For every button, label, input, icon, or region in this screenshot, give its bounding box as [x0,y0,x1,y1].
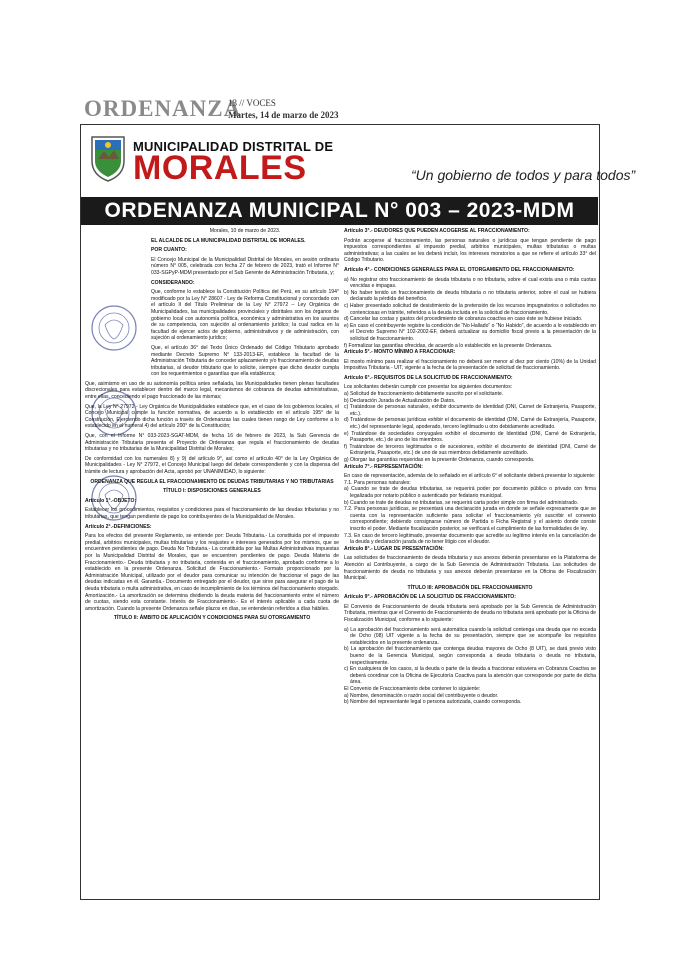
paragraph: El Convenio de Fraccionamiento de deuda tributaria será aprobado por la Sub Gerencia de Administración Tributaria, mientras que el Convenio de Fraccionamiento de deuda no tributaria será aprobado por la Oficina de Fiscalización Municipal, conforme a lo siguiente: [344,603,596,624]
paragraph: Artículo 3°.- DEUDORES QUE PUEDEN ACOGERSE AL FRACCIONAMIENTO: [344,228,530,234]
paragraph: a) Nombre, denominación o razón social del contribuyente o deudor. [344,692,499,699]
slogan: “Un gobierno de todos y para todos” [411,167,636,183]
paragraph: De conformidad con los numerales 8) y 9) del artículo 9°, así como el artículo 40° de la Ley Orgánica de Municipalidades - Ley N° 27972, el Concejo Municipal luego del debate correspondiente y con la dispensa del trámite de lectura y aprobación del Acta, aprobó por UNANIMIDAD, lo siguiente: [85,455,339,475]
paragraph: Las solicitudes de fraccionamiento de deuda tributaria y sus anexos deberán presentarse en la Plataforma de Atención al Contribuyente, a cargo de la Sub Gerencia de Administración Tributaria. Las solicitudes de fraccionamiento de deuda no tributaria y sus anexos deberán presentarse en la Oficina de Fiscalización Municipal. [344,555,596,582]
paragraph: POR CUANTO: [151,247,187,254]
paragraph: Morales, 10 de marzo de 2023. [209,228,281,234]
paragraph: b) Declaración Jurada de Actualización de Datos. [344,397,456,404]
ordinance-frame [80,124,636,900]
paragraph: a) No registrar otro fraccionamiento de deuda tributaria o no tributaria, sobre el cual exista una o más cuotas vencidas e impagas. [344,276,596,290]
municipality-name-large: MORALES [133,149,307,187]
paragraph: c) En cualquiera de los casos, si la deuda o parte de la deuda a fraccionar estuviera en Cobranza Coactiva se deberá coordinar con la Oficina de Ejecutoría Coactiva para la atención que corresponde por parte de dicha área. [344,666,596,686]
paragraph: g) Otorgar las garantías requeridas en la presente Ordenanza, cuando corresponda. [344,457,535,463]
paragraph: a) Solicitud de fraccionamiento debidamente suscrito por el solicitante. [344,391,504,398]
paragraph: e) En caso el contribuyente registre la condición de “No Hallado” o “No Habido”, de acuerdo a lo establecido en el Decreto Supremo N° 102-2002-EF, deberá actualizar su domicilio fiscal previo a la presentación de la solicitud de fraccionamiento. [344,322,596,342]
paragraph: a) Cuando se trate de deudas tributarias, se requerirá poder por documento público o privado con firma legalizada por notario público o autenticado por fedatario municipal. [344,486,596,499]
paragraph: Que, conforme lo establece la Constitución Política del Perú, en su artículo 194° modificado por la Ley N° 28607 - Ley de Reforma Constitucional y concordado con el artículo II del Título Preliminar de la Ley N° 27972 – Ley Orgánica de Municipalidades, las municipalidades provinciales y distritales son los órganos de gobierno local con autonomía política, económica y administrativa en los asuntos de su competencia, con sujeción al ordenamiento jurídico; la cual radica en la facultad de ejercer actos de gobierno, administrativos y de administración, con sujeción al ordenamiento jurídico; [151,289,339,342]
paragraph: Artículo 5°.- MONTO MÍNIMO A FRACCIONAR: [344,349,456,356]
paragraph: Podrán acogerse al fraccionamiento, las personas naturales o jurídicas que tengan pendiente de pago impuestos correspondientes al impuesto predial, arbitrios municipales, multas tributarias o multas administrativas; a las cuales se les deberá incluir, los intereses moratorios a que se refiere el artículo 33° del Código Tributario. [344,237,596,264]
municipality-name-small: MUNICIPALIDAD DISTRITAL DE [133,139,334,154]
paragraph: El Convenio de Fraccionamiento debe contener lo siguiente: [344,686,481,692]
municipality-banner [81,125,636,195]
section-title: ORDENANZA [84,96,242,121]
paragraph: Artículo 4°.- CONDICIONES GENERALES PARA EL OTORGAMIENTO DEL FRACCIONAMIENTO: [344,266,575,273]
paragraph: Que, asimismo en uso de su autonomía política antes señalada, las Municipalidades tienen plenas facultades discrecionales para establecer dentro del marco legal, mecanismos de cobranza de deudas administrativas, entre ellas, concediendo el pago fraccionado de las mismas; [85,380,339,401]
paragraph: c) Tratándose de personas naturales, exhibir documento de identidad (DNI, Carnet de Extranjería, Pasaporte, etc.). [344,404,596,417]
paragraph: Artículo 2°.-DEFINICIONES: [85,523,152,530]
paragraph: ORDENANZA QUE REGULA EL FRACCIONAMIENTO DE DEUDAS TRIBUTARIAS Y NO TRIBUTARIAS [90,478,334,485]
paragraph: 7.2. Para personas jurídicas, se presentará una declaración jurada en donde se señale expresamente que se cuenta con la representación suficiente para solicitar el fraccionamiento y/o suscribir el convenio correspondiente; debiendo consignarse número de Partida o Ficha Registral y el asiento donde conste inscrito el poder. Mediante fiscalización posterior, se verificará el cumplimiento de las formalidades de ley. [344,506,596,532]
paragraph: Artículo 8°.- LUGAR DE PRESENTACIÓN: [344,545,444,552]
left-column [85,228,339,625]
paragraph: TÍTULO III: APROBACIÓN DEL FRACCIONAMIENTO [407,584,533,591]
paragraph: d) Cancelar las costas y gastos del procedimiento de cobranza coactiva en caso éste se hubiese iniciado. [344,316,583,323]
paragraph: c) Haber presentado solicitud de desistimiento de la pretensión de los recursos impugnatorios o solicitudes no contenciosas en trámite, referidos a la deuda incluida en la solicitud de fraccionamiento. [344,302,596,316]
paragraph: 7.1. Para personas naturales: [344,479,411,486]
paragraph: El monto mínimo para realizar el fraccionamiento no deberá ser menor al diez por ciento (10%) de la Unidad Impositiva Tributaria - UIT, vigente a la fecha de la presentación de solicitud de fraccionamiento. [344,358,596,372]
paragraph: Artículo 7°.- REPRESENTACIÓN: [344,463,423,470]
paragraph: a) La aprobación del fraccionamiento será automática cuando la solicitud contenga una deuda que no exceda de Ocho (08) UIT vigente a la fecha de su presentación, siempre que se acompañe los requisitos establecidos en la presente ordenanza. [344,626,596,646]
paragraph: d) Tratándose de personas jurídicas exhibir el documento de identidad (DNI, Carné de Extranjería, Pasaporte, etc.) del representante legal, apoderado, tercero legitimado u otro debidamente acreditado. [344,417,596,431]
ordinance-title: ORDENANZA MUNICIPAL N° 003 – 2023-MDM [81,197,598,225]
paragraph: El Concejo Municipal de la Municipalidad Distrital de Morales, en sesión ordinaria número N° 005, celebrada con fecha 27 de febrero de 2023, trató el Informe N° 033-SGPyP-MDM presentado por el Sub Gerente de Administración Tributaria, y; [151,256,339,276]
paragraph: b) La aprobación del fraccionamiento que contenga deudas mayores de Ocho (8 UIT), se dará previo visto bueno de la Gerencia Municipal, según corresponda a deuda tributaria o deuda no tributaria, respectivamente. [344,646,596,666]
paragraph: f) Formalizar las garantías ofrecidas, de acuerdo a lo establecido en la presente Ordenanza. [344,342,553,349]
paragraph: En caso de representación, además de lo señalado en el artículo 6° el solicitante deberá presentar lo siguiente: [344,473,596,480]
right-column [344,228,596,706]
paragraph: Establecer los procedimientos, requisitos y condiciones para el fraccionamiento de las deudas tributarias y no tributarias, que tengan pendiente de pago los contribuyentes de la Municipalidad de Morales. [85,507,339,520]
paragraph: Que, la Ley N° 27972 - Ley Orgánica de Municipalidades establece que, en el caso de los gobiernos locales, el Concejo Municipal cumple la función normativa, de acuerdo a lo establecido en el artículo 195° de la Constitución, Ejerciendo dicha función a través de Ordenanzas las cuales tienen rango de Ley conforme a lo establecido en el numeral 4) del artículo 200° de la Constitución; [85,403,339,430]
municipal-shield-icon [89,133,127,183]
paragraph: TÍTULO II: ÁMBITO DE APLICACIÓN Y CONDICIONES PARA SU OTORGAMIENTO [113,615,311,622]
paragraph: Artículo 1°.-OBJETO: [85,497,137,504]
paragraph: Artículo 6°.- REQUISITOS DE LA SOLICITUD DE FRACCIONAMIENTO: [344,374,513,381]
paragraph: 7.3. En caso de tercero legitimado, presentar documento que acredite su legítimo interés en la cancelación de la deuda y declaración jurada de no tener litigio con el deudor. [344,532,596,546]
paragraph: EL ALCALDE DE LA MUNICIPALIDAD DISTRITAL DE MORALES. [151,237,306,244]
paragraph: Que, el artículo 36° del Texto Único Ordenado del Código Tributario aprobado mediante Decreto Supremo N° 133-2013-EF, establece la facultad de la Administración Tributaria de conceder aplazamiento y/o fraccionamiento de deudas tributarias, al deudor tributario que lo solicite, siempre que dicho deudor cumpla con los requerimientos o garantías que ella establezca; [151,344,340,378]
paragraph: CONSIDERANDO: [151,279,195,286]
paragraph: b) Nombre del representante legal o persona autorizada, cuando corresponda. [344,699,522,706]
paragraph: Para los efectos del presente Reglamento, se entiende por: Deuda Tributaria.- La constituida por el impuesto predial, arbitrios municipales, multas tributarias y los reajustes e intereses generados por los mismos, que se encuentren pendientes de pago. Deuda No Tributaria.- La constituida por las Multas Administrativas impuestas por la Municipalidad Distrital de Morales, que se encuentren pendientes de pago. Deuda Materia de Fraccionamiento.- Deuda tributaria y no tributaria, contenida en el fraccionamiento, aprobado conforme a lo establecido en la presente Ordenanza. Solicitud de Fraccionamiento.- Formato proporcionado por la Administración Municipal, utilizado por el deudor para comunicar su intención de fraccionar el pago de las deudas indicadas en él. Garantía.- Documento entregado por el deudor, que sirve para asegurar el pago de la deuda tributaria o multa administrativa, en caso de incumplimiento de los términos del fraccionamiento otorgado. Amortización.- La amortización se determina dividiendo la deuda materia del fraccionamiento entre el número de cuotas, siendo esta constante. Interés de Fraccionamiento.- Es el interés aplicable a cada cuota de amortización. Cuando la presente Ordenanza señale plazos en días, se entenderán referidos a días hábiles. [85,533,339,612]
paragraph: e) Tratándose de sociedades conyugales exhibir el documento de Identidad (DNI, Carné de Extranjería, Pasaporte, etc.) de uno de los miembros. [344,430,596,444]
paragraph: Artículo 9°.- APROBACIÓN DE LA SOLICITUD DE FRACCIONAMIENTO: [344,594,516,601]
paragraph: f) Tratándose de terceros legitimados o de sucesiones, exhibir el documento de identidad (DNI, Carné de Extranjería, Pasaporte, etc.) de uno de sus miembros debidamente acreditado. [344,443,596,457]
page-number: 13 // VOCES [228,98,276,108]
paragraph: b) No haber tenido un fraccionamiento de deuda tributaria o no tributaria anterior, sobre el cual se hubiera declarado la pérdida del beneficio. [344,289,596,303]
paragraph: b) Cuando se trate de deudas no tributarias, se requerirá carta poder simple con firma del administrado. [344,499,579,506]
paragraph: Que, con el Informe N° 033-2023-SGAT-MDM, de fecha 16 de febrero de 2023, la Sub Gerencia de Administración Tributaria presenta el Proyecto de Ordenanza que regula el fraccionamiento de deudas tributarias y no tributarias de la Municipalidad Distrital de Morales; [85,433,339,453]
paragraph: Los solicitantes deberán cumplir con presentar los siguientes documentos: [344,384,513,391]
paragraph: TÍTULO I: DISPOSICIONES GENERALES [163,488,261,495]
publication-date: Martes, 14 de marzo de 2023 [228,110,339,120]
